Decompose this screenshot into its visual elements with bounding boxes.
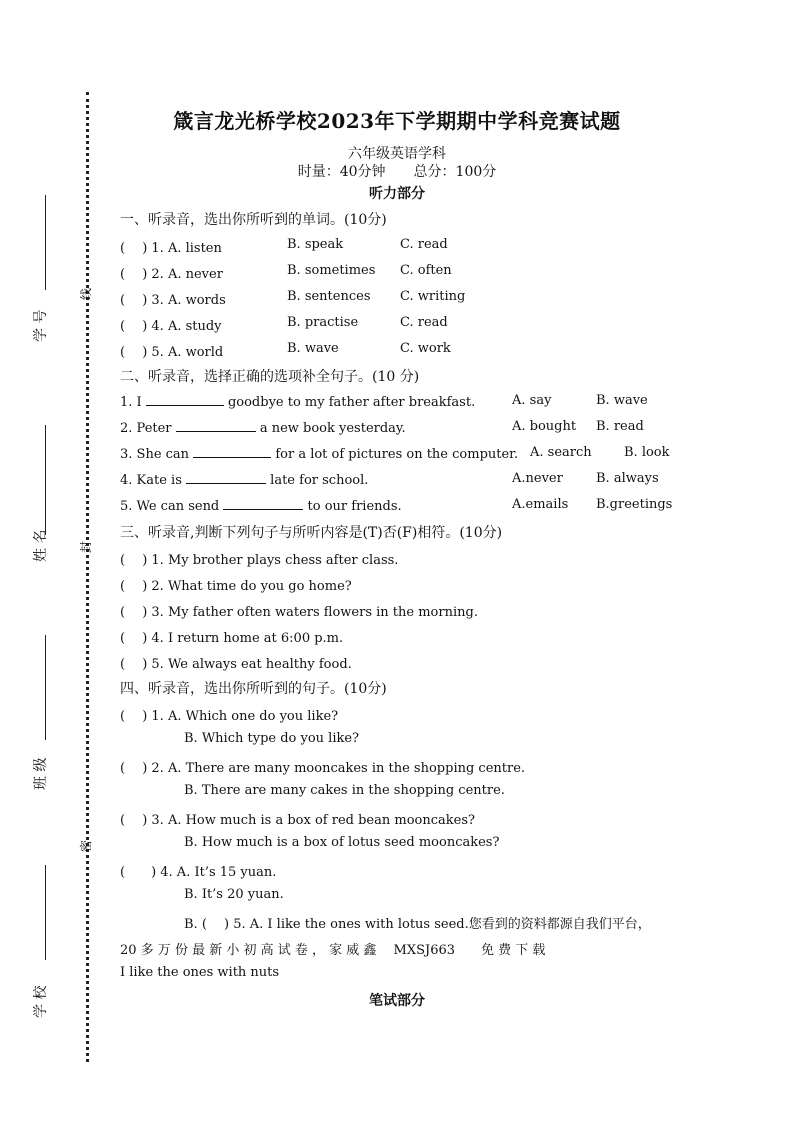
class-label: 班 级	[33, 757, 49, 790]
exam-title: 箴言龙光桥学校2023年下学期期中学科竞赛试题	[173, 109, 621, 133]
s1-q1-b: B. speak	[287, 237, 344, 252]
s4-q2-b: B. There are many cakes in the shopping centre.	[184, 783, 505, 798]
s1-q2-b: B. sometimes	[287, 263, 376, 278]
s2-q1-post: goodbye to my father after breakfast.	[227, 395, 476, 410]
s3-q4: ( ) 4. I return home at 6:00 p.m.	[120, 631, 344, 646]
s2-q5-a: A.emails	[512, 497, 569, 512]
s4-q2-a: ( ) 2. A. There are many mooncakes in the shopping centre.	[120, 761, 526, 776]
s2-q3-b: B. look	[624, 445, 670, 460]
s2-q1-blank[interactable]	[146, 393, 224, 406]
s1-q1-c: C. read	[400, 237, 448, 252]
s2-q4-a: A.never	[512, 471, 563, 486]
s2-q3-blank[interactable]	[193, 445, 271, 458]
section2-heading: 二、听录音，选择正确的选项补全句子。(10 分)	[120, 369, 420, 385]
s2-q3-a: A. search	[530, 445, 592, 460]
s4-q3-b: B. How much is a box of lotus seed mooncakes?	[184, 835, 500, 850]
s2-q1-b: B. wave	[596, 393, 648, 408]
section4-heading: 四、听录音，选出你所听到的句子。(10分)	[120, 681, 387, 697]
s2-q3-pre: 3. She can	[120, 447, 190, 462]
s2-q2-blank[interactable]	[176, 419, 256, 432]
student-no-label: 学 号	[33, 309, 49, 342]
s2-q2-b: B. read	[596, 419, 644, 434]
s2-q2	[120, 419, 406, 436]
s2-q4-blank[interactable]	[186, 471, 266, 484]
s2-q5	[120, 497, 402, 514]
s1-q3: ( ) 3. A. words	[120, 293, 226, 308]
name-label: 姓 名	[33, 529, 49, 562]
s3-q5: ( ) 5. We always eat healthy food.	[120, 657, 352, 672]
s4-q1-a: ( ) 1. A. Which one do you like?	[120, 709, 339, 724]
school-line	[45, 865, 46, 960]
s4-q3-a: ( ) 3. A. How much is a box of red bean mooncakes?	[120, 813, 475, 828]
s4-q5-tail: I like the ones with nuts	[120, 965, 280, 980]
s1-q4-b: B. practise	[287, 315, 359, 330]
s2-q5-pre: 5. We can send	[120, 499, 220, 514]
time-score-line: 时量：40分钟 总分：100分	[297, 164, 497, 180]
written-part-heading: 笔试部分	[369, 993, 425, 1009]
s4-q4-a: ( ) 4. A. It’s 15 yuan.	[120, 865, 277, 880]
class-line	[45, 635, 46, 740]
section1-heading: 一、听录音，选出你所听到的单词。(10分)	[120, 212, 387, 228]
student-no-line	[45, 195, 46, 290]
s2-q1-a: A. say	[512, 393, 552, 408]
s2-q2-pre: 2. Peter	[120, 421, 172, 436]
s1-q5-c: C. work	[400, 341, 451, 356]
s2-q2-post: a new book yesterday.	[259, 421, 406, 436]
s1-q3-c: C. writing	[400, 289, 466, 304]
s2-q2-a: A. bought	[512, 419, 577, 434]
s1-q3-b: B. sentences	[287, 289, 371, 304]
s1-q1: ( ) 1. A. listen	[120, 241, 222, 256]
watermark-ad-line: 20 多 万 份 最 新 小 初 高 试 卷 ， 家 威 鑫 MXSJ663 免 费 下 载	[120, 943, 546, 958]
listening-part-heading: 听力部分	[369, 186, 425, 202]
s2-q5-b: B.greetings	[596, 497, 673, 512]
s1-q4-c: C. read	[400, 315, 448, 330]
s2-q4-pre: 4. Kate is	[120, 473, 182, 488]
fold-mark-secret: 密	[79, 839, 93, 852]
section3-heading: 三、听录音,判断下列句子与所听内容是(T)否(F)相符。(10分)	[120, 525, 503, 541]
s4-q4-b: B. It’s 20 yuan.	[184, 887, 284, 902]
s1-q2-c: C. often	[400, 263, 452, 278]
s2-q3	[120, 445, 518, 462]
s2-q3-post: for a lot of pictures on the computer.	[275, 447, 519, 462]
name-line	[45, 425, 46, 535]
s4-q1-b: B. Which type do you like?	[184, 731, 360, 746]
s1-q5-b: B. wave	[287, 341, 339, 356]
s2-q4-post: late for school.	[270, 473, 369, 488]
s2-q5-post: to our friends.	[307, 499, 402, 514]
s1-q5: ( ) 5. A. world	[120, 345, 224, 360]
s3-q3: ( ) 3. My father often waters flowers in the morning.	[120, 605, 478, 620]
s1-q2: ( ) 2. A. never	[120, 267, 223, 282]
s2-q1-pre: 1. I	[120, 395, 142, 410]
s2-q1	[120, 393, 475, 410]
school-label: 学 校	[33, 985, 49, 1018]
s3-q1: ( ) 1. My brother plays chess after class.	[120, 553, 399, 568]
fold-mark-line: 线	[79, 287, 93, 300]
s2-q4-b: B. always	[596, 471, 659, 486]
s3-q2: ( ) 2. What time do you go home?	[120, 579, 352, 594]
subject-line: 六年级英语学科	[348, 146, 446, 162]
fold-mark-seal: 封	[79, 540, 93, 553]
s1-q4: ( ) 4. A. study	[120, 319, 222, 334]
s2-q4	[120, 471, 368, 488]
binding-dotted-line	[86, 92, 89, 1062]
s2-q5-blank[interactable]	[223, 497, 303, 510]
s4-q5-line: B. ( ) 5. A. I like the ones with lotus seed.您看到的资料都源自我们平台，	[184, 917, 651, 932]
